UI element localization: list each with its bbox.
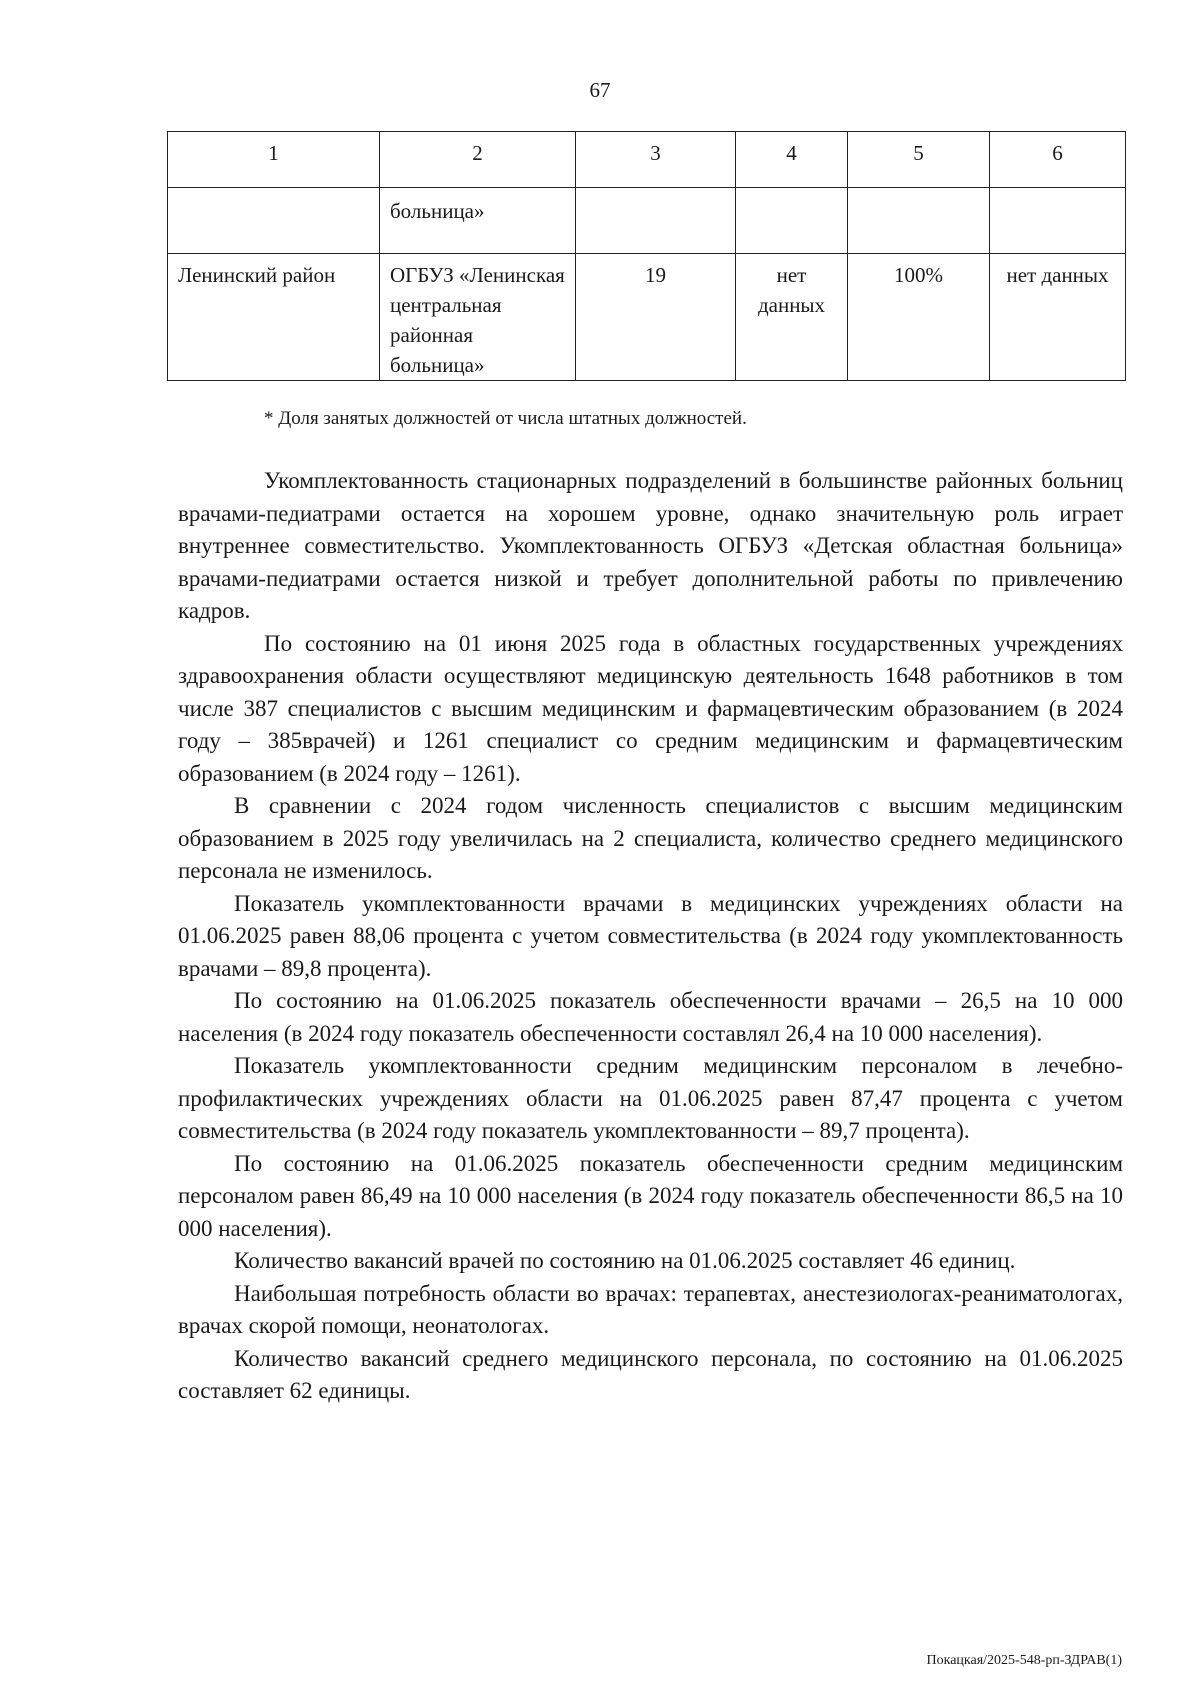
data-cell <box>990 188 1126 254</box>
body-text <box>178 465 1123 1408</box>
paragraph: Наибольшая потребность области во врачах: терапевтах, анестезиологах-реаниматологах, врачах скорой помощи, неонатологах. <box>178 1280 1123 1338</box>
table-row <box>168 254 1126 381</box>
data-cell: нет данных <box>990 254 1126 381</box>
header-cell: 3 <box>576 132 736 188</box>
percent-cell: 100% <box>848 254 990 381</box>
document-code: Покацкая/2025-548-рп-ЗДРАВ(1) <box>926 1653 1122 1668</box>
header-cell: 5 <box>848 132 990 188</box>
count-cell: 19 <box>576 254 736 381</box>
institution-cell: ОГБУЗ «Ленинская центральная районная больница» <box>380 254 576 381</box>
paragraph: Показатель укомплектованности врачами в медицинских учреждениях области на 01.06.2025 равен 88,06 процента с учетом совместительства (в 2024 году укомплектованность врачами – 89,8 процента). <box>178 890 1123 981</box>
paragraph: По состоянию на 01.06.2025 показатель обеспеченности врачами – 26,5 на 10 000 населения (в 2024 году показатель обеспеченности составлял 26,4 на 10 000 населения). <box>178 988 1123 1046</box>
district-cell: Ленинский район <box>168 254 380 381</box>
data-cell: нет данных <box>736 254 848 381</box>
paragraph: В сравнении с 2024 годом численность специалистов с высшим медицинским образованием в 2025 году увеличилась на 2 специалиста, количество среднего медицинского персонала не изменилось. <box>178 793 1123 883</box>
header-cell: 1 <box>168 132 380 188</box>
paragraph: По состоянию на 01.06.2025 показатель обеспеченности средним медицинским персоналом равен 86,49 на 10 000 населения (в 2024 году показатель обеспеченности 86,5 на 10 000 населения). <box>178 1150 1123 1241</box>
paragraph: Показатель укомплектованности средним медицинским персоналом в лечебно-профилактических учреждениях области на 01.06.2025 равен 87,47 процента с учетом совместительства (в 2024 году показатель укомплектованности – 89,7 процента). <box>178 1053 1123 1143</box>
data-cell <box>736 188 848 254</box>
table-row <box>168 188 1126 254</box>
table-footnote: * Доля занятых должностей от числа штатных должностей. <box>264 408 747 429</box>
count-cell <box>576 188 736 254</box>
staffing-table <box>167 131 1126 381</box>
paragraph: Количество вакансий среднего медицинского персонала, по состоянию на 01.06.2025 составляет 62 единицы. <box>178 1345 1123 1403</box>
paragraph: Укомплектованность стационарных подразделений в большинстве районных больниц врачами-педиатрами остается на хорошем уровне, однако значительную роль играет внутреннее совместительство. Укомплектованность ОГБУЗ «Детская областная больница» врачами-педиатрами остается низкой и требует дополнительной работы по привлечению кадров. <box>178 468 1123 623</box>
paragraph: Количество вакансий врачей по состоянию на 01.06.2025 составляет 46 единиц. <box>234 1248 1016 1273</box>
header-cell: 6 <box>990 132 1126 188</box>
header-cell: 2 <box>380 132 576 188</box>
table-header-row <box>168 132 1126 188</box>
page-number: 67 <box>589 78 611 102</box>
header-cell: 4 <box>736 132 848 188</box>
percent-cell <box>848 188 990 254</box>
district-cell <box>168 188 380 254</box>
institution-cell: больница» <box>380 188 576 254</box>
paragraph: По состоянию на 01 июня 2025 года в областных государственных учреждениях здравоохранения области осуществляют медицинскую деятельность 1648 работников в том числе 387 специалистов с высшим медицинским и фармацевтическим образованием (в 2024 году – 385врачей) и 1261 специалист со средним медицинским и фармацевтическим образованием (в 2024 году – 1261). <box>178 630 1123 786</box>
